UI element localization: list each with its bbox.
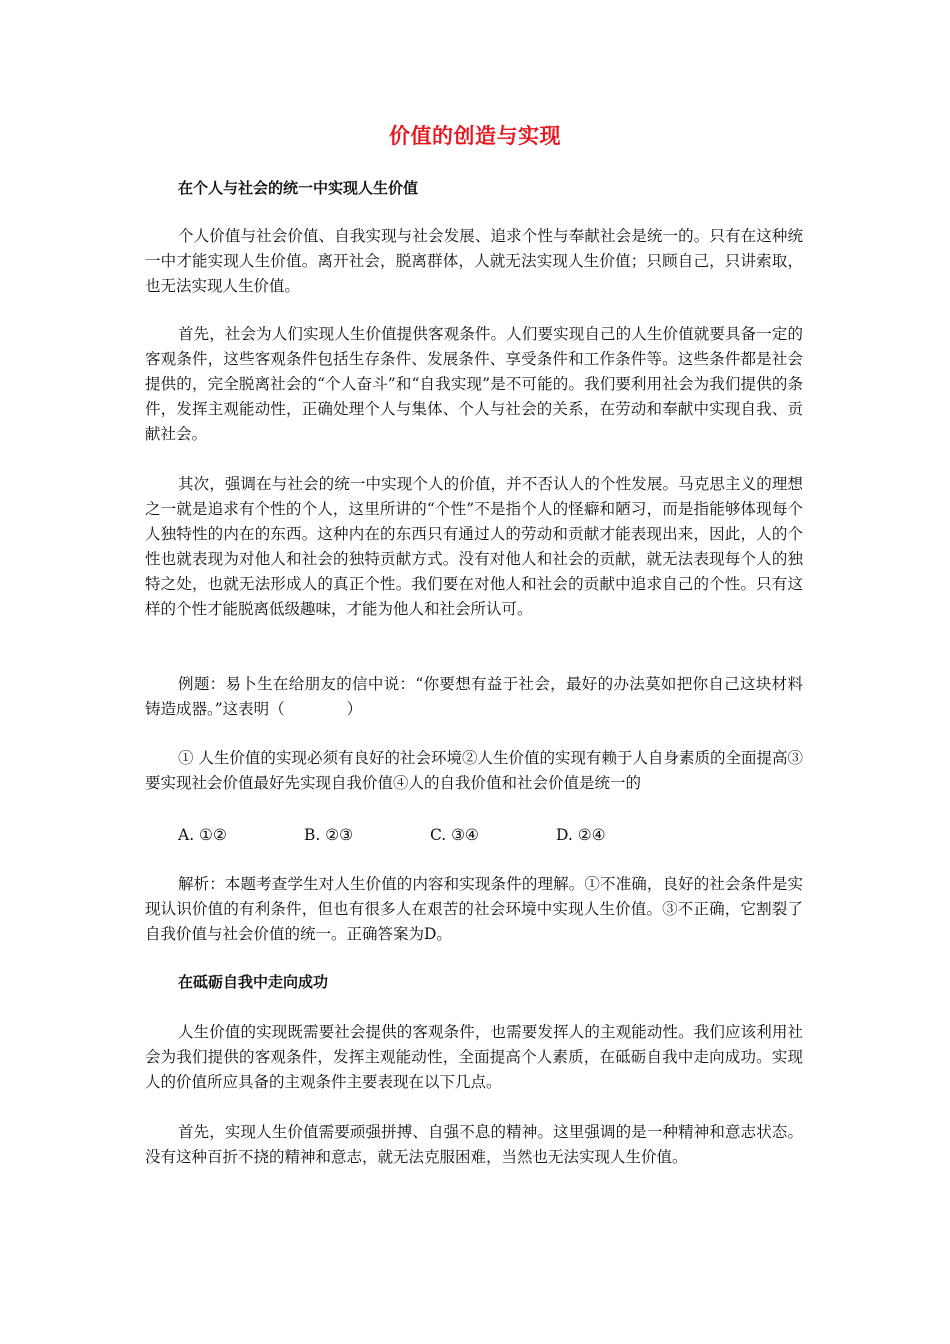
paragraph-text: 个人价值与社会价值、自我实现与社会发展、追求个性与奉献社会是统一的。只有在这种统一中才能实现人生价值。离开社会，脱离群体，人就无法实现人生价值；只顾自己，只讲索取，也无法实现人生价值。 [145, 227, 803, 295]
paragraph-second-point [145, 472, 803, 622]
paragraph-text: 其次，强调在与社会的统一中实现个人的价值，并不否认人的个性发展。马克思主义的理想之一就是追求有个性的个人，这里所讲的“个性”不是指个人的怪癖和陋习，而是指能够体现每个人独特性的内在的东西。这种内在的东西只有通过人的劳动和贡献才能表现出来，因此，人的个性也就表现为对他人和社会的独特贡献方式。没有对他人和社会的贡献，就无法表现每个人的独特之处，也就无法形成人的真正个性。我们要在对他人和社会的贡献中追求自己的个性。只有这样的个性才能脱离低级趣味，才能为他人和社会所认可。 [145, 475, 803, 618]
option-d: D. ②④ [556, 826, 606, 844]
section-heading-success: 在砥砺自我中走向成功 [178, 973, 329, 991]
page-title: 价值的创造与实现 [389, 124, 561, 148]
option-b: B. ②③ [304, 826, 354, 844]
example-question [145, 672, 803, 722]
paragraph-first-point [145, 322, 803, 447]
option-c: C. ③④ [430, 826, 479, 844]
paragraph-intro [145, 224, 803, 299]
option-a: A. ①② [178, 826, 227, 844]
analysis [145, 872, 803, 947]
section-heading-unity: 在个人与社会的统一中实现人生价值 [178, 179, 419, 197]
paragraph-text: 人生价值的实现既需要社会提供的客观条件，也需要发挥人的主观能动性。我们应该利用社会为我们提供的客观条件，发挥主观能动性，全面提高个人素质，在砥砺自我中走向成功。实现人的价值所应具备的主观条件主要表现在以下几点。 [145, 1023, 803, 1091]
example-choices [145, 746, 803, 796]
answer-options [178, 823, 682, 848]
paragraph-subjective-conditions [145, 1020, 803, 1095]
paragraph-text: 首先，社会为人们实现人生价值提供客观条件。人们要实现自己的人生价值就要具备一定的客观条件，这些客观条件包括生存条件、发展条件、享受条件和工作条件等。这些条件都是社会提供的，完全脱离社会的“个人奋斗”和“自我实现”是不可能的。我们要利用社会为我们提供的条件，发挥主观能动性，正确处理个人与集体、个人与社会的关系，在劳动和奉献中实现自我、贡献社会。 [145, 325, 803, 443]
analysis-text: 解析：本题考查学生对人生价值的内容和实现条件的理解。①不准确，良好的社会条件是实现认识价值的有利条件，但也有很多人在艰苦的社会环境中实现人生价值。③不正确，它割裂了自我价值与社会价值的统一。正确答案为D。 [145, 875, 803, 943]
paragraph-spirit [145, 1120, 803, 1170]
paragraph-text: 首先，实现人生价值需要顽强拼搏、自强不息的精神。这里强调的是一种精神和意志状态。没有这种百折不挠的精神和意志，就无法克服困难，当然也无法实现人生价值。 [145, 1123, 803, 1166]
example-choices-text: ① 人生价值的实现必须有良好的社会环境②人生价值的实现有赖于人自身素质的全面提高③要实现社会价值最好先实现自我价值④人的自我价值和社会价值是统一的 [145, 749, 803, 792]
example-question-text: 例题：易卜生在给朋友的信中说：“你要想有益于社会，最好的办法莫如把你自己这块材料铸造成器。”这表明（ ） [145, 675, 803, 718]
